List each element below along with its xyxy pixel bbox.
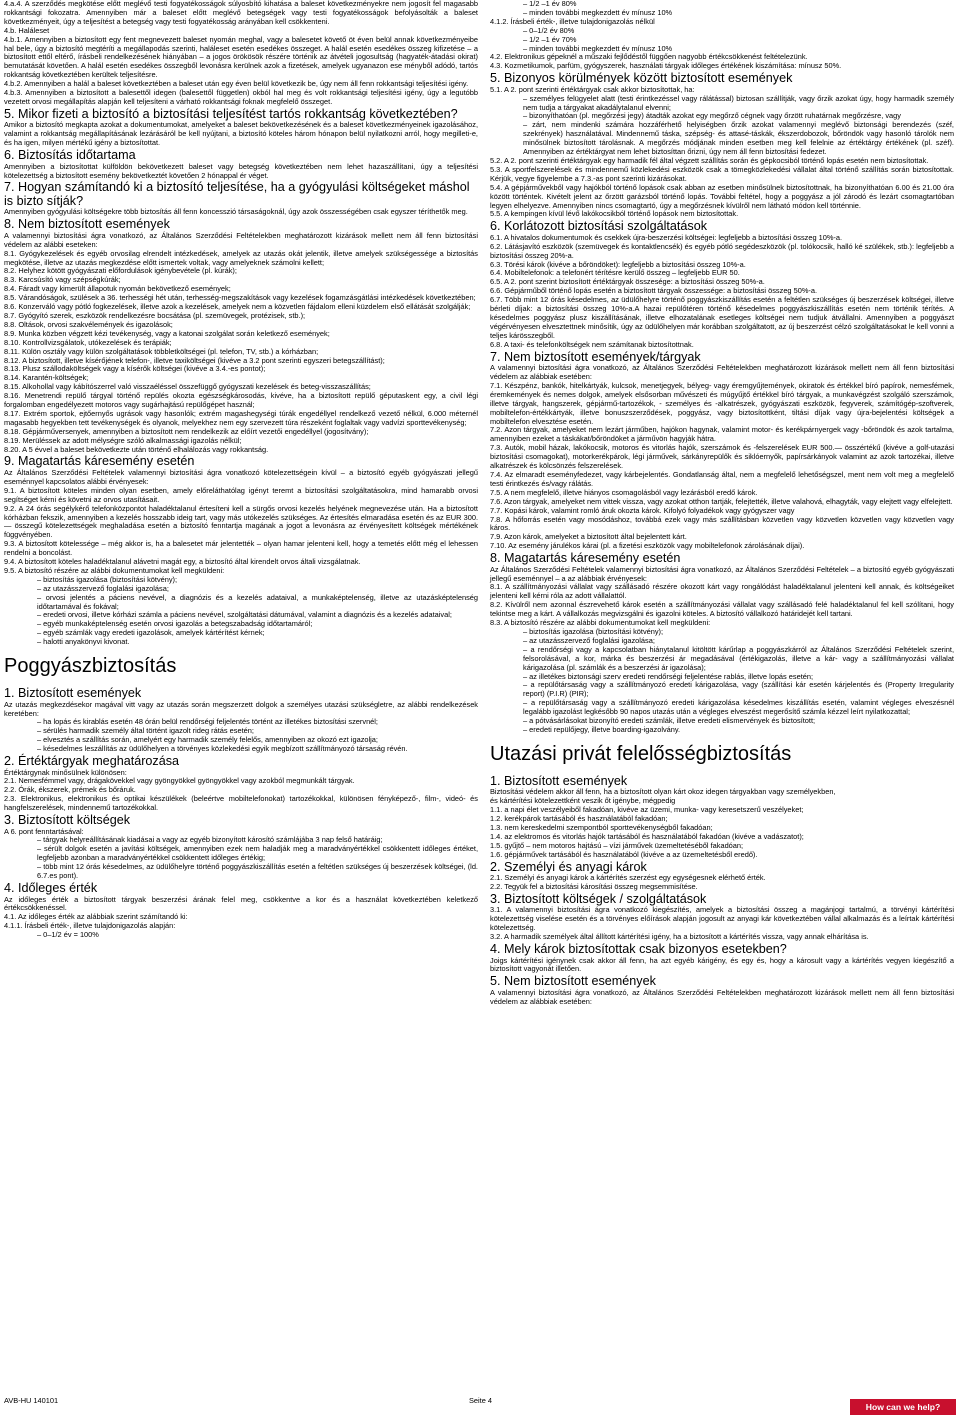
paragraph: 8.9. Munka közben végzett kézi tevékenység, vagy a katonai szolgálat során keletkező események;: [4, 328, 330, 338]
paragraph: – ha lopás és kirablás esetén 48 órán belül rendőrségi feljelentés történt az illetékes biztosítási szervnél;: [37, 717, 378, 727]
paragraph: 2.1. Nemesfémmel vagy, drágakövekkel vagy gyöngyökkel gyöngyökkel vagy azokból megmunkált tárgyak.: [4, 776, 355, 786]
paragraph: 7.9. Azon károk, amelyeket a biztosított által bejelentett kárt.: [490, 532, 687, 542]
paragraph: 5.3. A sportfelszerelések és mindennemű közlekedési eszközök csak a tömegközlekedési vállalat által történő szállítás során biztosítottak. Kérjük, vegye figyelembe a 7.3.-as pont szerinti kizárásokat.: [490, 164, 954, 183]
paragraph: Az Általános Szerződési Feltételek valamennyi biztosítási ágra vonatkozó kötelezettségein kívül – a biztosító egyéb gyógyászati jellegű eseménnyel kapcsolatos alábbi érvényesek:: [4, 467, 478, 486]
right-column: [490, 0, 954, 1007]
paragraph: és kártérítési kötelezettként veszik őt igénybe, mégpedig: [490, 796, 676, 806]
paragraph: 1.4. az elektromos és vitorlás hajók tartásából és használatából fakadóan (kivéve a vadászatot);: [490, 831, 804, 841]
paragraph: 6.3. Törési károk (kivéve a bőröndöket): legfeljebb a biztosítási összeg 10%-a.: [490, 259, 746, 269]
section-heading: 3. Biztosított költségek / szolgáltatások: [490, 891, 707, 906]
section-heading: 1. Biztosított események: [490, 773, 628, 788]
paragraph: 7.6. Azon tárgyak, amelyeket nem vittek vissza, vagy azokat otthon tartják, felejtették, illetve valahová, elhagyták, vagy elejtett vagy elfelejtett.: [490, 496, 953, 506]
left-column: [4, 0, 478, 940]
paragraph: 8.16. Menetrendi repülő tárgyal történő repülés okozta egészségkárosodás, kivéve, ha a biztosított repülő géputaskent egy, a civil légi forgalomban engedélyezett motoros vagy sugárhajtású repülőgépet használ;: [4, 391, 478, 410]
section-heading: 5. Bizonyos körülmények között biztosított események: [490, 71, 793, 86]
paragraph: 8.2. Kívülről nem azonnal észrevehető károk esetén a szállítmányozási vállalat vagy szállásadó felé haladéktalanul fel kell szólítani, hogy tekintse meg a kárt. A vállalkozás megvizsgálni és igazolni köteles. A biztosító vállalkozó határidejét kell tartani.: [490, 600, 954, 619]
paragraph: 3.2. A harmadik személyek által állított kártérítési igény, ha a biztosított a kártérítés vissza, vagy annak elhárítása is.: [490, 932, 869, 942]
paragraph: – halotti anyakönyvi kivonat.: [37, 637, 130, 647]
paragraph: Az időleges érték a biztosított tárgyak beszerzési árának felel meg, csökkentve a kor és a használat következtében keletkező értékcsökkenéssel.: [4, 894, 478, 913]
document-code: AVB-HU 140101: [4, 1396, 59, 1405]
paragraph: 4.b.1. Amennyiben a biztosított egy fent megnevezett baleset nyomán meghal, vagy a balesetet követő öt éven belül annak következményeibe hal bele, úgy a biztosító megtéríti a megállapodás szerinti, haláleset esetén esedékes összeget. A halál esetén esedékes összeg kifizetése – a biztosított ettől eltérő, írásbeli rendelkezésének hiányában – a jogos örökösök részére történik az átvételi jogosultság (hagyaték-átadási okirat) bemutatását követően. A halál esetén esedékes összegből levonásra kerülnek azok a fizetések, amelyek ugyanazon ese ményből adódó, tartós rokkantság következtében kerültek teljesítésre.: [4, 34, 478, 80]
paragraph: – a rendőrségi vagy a kapcsolatban hiánytalanul kitöltött kárűrlap a poggyászkárról az Általános Szerződési Feltételek szerint, felsorolásával, a kor, márka és beszerzési ár megadásával (értékigazolás, illetve a kár- vagy a szállítmányozási vállalat kárigazolása (pl. számlák és a beszerzési ár igazolása);: [523, 644, 954, 672]
paragraph: – a repülőtársaság vagy a szállítmányozó eredeti kárigazolása, vagy (szállítási kár esetén kárjelentés és (Property Irregularity report) (P.I.R) (PIR);: [523, 680, 954, 699]
paragraph: 5.4. A gépjárművekből vagy hajókból történő lopások csak abban az esetben minősülnek biztosítottnak, ha bizonyíthatóan 6.00 és 21.00 óra között történtek. Kivételt jelent az őrzött garázsból történő lopás. További feltétel, hogy a poggyász a jól zárodó és lezárt csomagtartóban legyen elhelyezve. Amennyiben nincs csomagtartó, úgy a megőrzésnek kívülről nem látható módon kell történnie.: [490, 182, 954, 210]
paragraph: 8.15. Alkohollal vagy kábítószerrel való visszaéléssel összefüggő gyógyszati kezelések és beteg-visszaszállítás;: [4, 382, 371, 392]
paragraph: 8.5. Várandóságok, szülések a 36. terhességi hét után, terhesség-megszakítások vagy kezelések fogamzásgátlási intézkedések következtében;: [4, 293, 476, 303]
paragraph: 4.2. Elektronikus gépeknél a műszaki fejlődéstől függően nagyobb értékcsökkenést feltételezünk.: [490, 52, 808, 62]
section-heading: 8. Nem biztosított események: [4, 217, 170, 232]
paragraph: – a repülőtársaság vagy a szállítmányozó eredeti kárigazolása késedelmes kiszállítás esetén, valamint végleges elveszésnél legalább igazolást legkésőbb 90 napos utazás után a végleges elveszést megerősítő számla kézzel leírt nyilatkozattal;: [523, 698, 954, 717]
paragraph: 3.1. A valamennyi biztosítási ágra vonatkozó kiegészítés, amelyek a biztosítási összeg a magánjogi tartalmú, a törvényi kártérítési kötelezettség viselése esetén és a törvényes előírások alapján jogosult az anyagi kár következtében vállal alkalmazás és a leírtak kártérítési kötelezettség.: [490, 905, 954, 933]
paragraph: – minden további megkezdett év mínusz 10%: [523, 7, 673, 17]
paragraph: 2.1. Személyi és anyagi károk a kártérítés szerzést egy egységesnek elérhető érték.: [490, 873, 766, 883]
paragraph: 8.10. Kontrollvizsgálatok, utókezelések és terápiák;: [4, 337, 172, 347]
paragraph: 6.5. A 2. pont szerint biztosított értéktárgyak összesége: a biztosítási összeg 50%-a.: [490, 277, 765, 287]
paragraph: 8.19. Merüléssek az adott mélységre szóló alkalmassági igazolás nélkül;: [4, 435, 242, 445]
paragraph: – elvesztés a szállítás során, amelyért egy harmadik személy felelős, amennyiben az okozó ezt igazolja;: [37, 735, 378, 745]
paragraph: – az illetékes biztonsági szerv eredeti rendőrségi feljelentése rablás, illetve lopás esetén;: [523, 671, 814, 681]
paragraph: 8.1. A szállítmányozási vállalat vagy szállásadó részére okozott kárt vagy rongálódást haladéktalanul jelenteni kell annak, és költségeiket jelenteni kell kérni róla az adott vállalattól.: [490, 582, 954, 601]
paragraph: 1.3. nem kereskedelmi szempontból sporttevékenységből fakadóan;: [490, 823, 713, 832]
paragraph: – sérült dolgok esetén a javítási költségek, amennyiben ezek nem haladják meg a maradványértékkel csökkentett időleges értéket, legfeljebb azonban a maradványértékkel csökkentett időleges értékig;: [37, 844, 478, 863]
paragraph: 6.1. A hivatalos dokumentumok és csekkek újra-beszerzési költségei: legfeljebb a biztosítási összeg 10%-a.: [490, 232, 843, 242]
paragraph: 1.5. gyűjtő – nem motoros hajtású – vízi járművek üzemeltetéséből fakadóan;: [490, 840, 744, 850]
paragraph: – zárt, nem mindenki számára hozzáférhető helyiségben őrzik azokat valamennyi meglévő biztonsági berendezés (széf, szekrények) használatával. Mindennemű táska, szépség- és attasé-táskák, ékszerdobozok, bőröndök vagy hasonló tárolók nem minősülnek biztosított tárolásnak. A megőrzés módjának minden esetben meg kell felelnie az értéktárgy értékének (pl. széf). Amennyiben az értéktárgyat nem lehet biztosíttan őrizni, úgy nem áll fenn biztosítási fedezet.: [523, 120, 954, 157]
paragraph: – orvosi jelentés a páciens nevével, a diagnózis és a kezelés adataival, a munkaképtelenség, illetve az utazásképtelenség időtartamával és fokával;: [37, 592, 478, 611]
document-title: Utazási privát felelősségbiztosítás: [490, 742, 792, 765]
paragraph: – tárgyak helyreállításának kiadásai a vagy az egyéb bizonyított károsító számlájába 3 nap felső határáig;: [37, 835, 383, 845]
paragraph: 7.10. Az esemény járulékos kárai (pl. a fizetési eszközök vagy mobiltelefonok zárolásának díjai).: [490, 541, 805, 551]
paragraph: 8.2. Helyhez kötött gyógyászati előfordulások igénybevétele (pl. kúrák);: [4, 266, 237, 276]
paragraph: 8.14. Karantén-költségek;: [4, 373, 89, 383]
paragraph: 8.8. Oltások, orvosi szakvélemények és igazolások;: [4, 319, 173, 329]
paragraph: 8.20. A 5 évvel a baleset bekövetkezte után történő elhalálozás vagy rokkantság.: [4, 444, 269, 454]
paragraph: 8.17. Extrém sportok, ejtőernyős ugrások vagy hasonlók; extrém magashegységi túrák engedéllyel rendelkező vezető nélkül, 6.000 méternél magasabb hegyekben tett tevékenységek és olyanok, melyekhez nem egy szervezett túra részeként foglaltak vagy vadvízi sporttevékenység;: [4, 408, 478, 427]
paragraph: Az Általános Szerződési Feltételek valamennyi biztosítási ágra vonatkozó, az Általános Szerződési Feltételek – a biztosító egyéb gyógyászati jellegű eseménnyel – a az alábbiak érvényesek:: [490, 564, 954, 583]
paragraph: 8.11. Külön osztály vagy külön szolgáltatások többletköltségei (pl. telefon, TV, stb.) a kórházban;: [4, 346, 319, 356]
paragraph: A valamennyi biztosítási ágra vonatkozó, az Általános Szerződési Feltételekben meghatározott kizárások mellett nem áll fenn biztosítási védelem az alábbi eseteken:: [4, 230, 478, 249]
paragraph: 4.3. Kozmetikumok, parfüm, gyógyszerek, használati tárgyak időleges értékének kiszámítása: mínusz 50%.: [490, 61, 842, 71]
paragraph: 4.1.1. Írásbeli érték-, illetve tulajdonigazolás alapján:: [4, 921, 176, 931]
paragraph: 8.6. Konzerváló vagy pótló fogkezelések, illetve azok a kezelések, amelyek nem a közvetlen fájdalom elleni küzdelem első ellátását szolgálják;: [4, 302, 471, 312]
paragraph: 8.1. Gyógykezelések és egyéb orvosilag elrendelt intézkedések, amelyek az utazás okát jelentik, illetve amelyek szükségessége a biztosítás megkötése, illetve az utazás megkezdése előtt ismertek voltak, vagy amelyeknek számolni kellett;: [4, 248, 478, 267]
paragraph: 2.2. Órák, ékszerek, prémek és bőráruk.: [4, 785, 136, 795]
paragraph: 4.a.4. A szerződés megkötése előtt meglévő testi fogyatékosságok súlyosbító kihatása a baleset következményekre nem jogosít fel magasabb rokkantsági fokozatra. Amennyiben már a baleset előtt meglévő betegségek vagy testi fogyatékosságok befolyásolták a baleset következményeit, úgy a teljesítést a betegség vagy testi fogyatékosság arányában kell csökkenteni.: [4, 0, 478, 26]
paragraph: 9.5. A biztosító részére az alábbi dokumentumokat kell megküldeni:: [4, 565, 225, 575]
paragraph: – 0–1/2 év = 100%: [37, 930, 99, 940]
page-footer: [4, 1396, 492, 1405]
paragraph: 7.3. Autók, mobil házak, lakókocsik, motoros és vitorlás hajók, szerszámok és -felszerelések EUR 500.— összértékű (kivéve a golf-utazási biztosítási csomagokat), motorkerékpárok, légi járművek, sárkányrepülők és siklóernyők, papírsárkányok valamint az azok tartozékai, illetve alkatrészek és kölcsönzés felszerelések.: [490, 443, 954, 471]
paragraph: – egyéb munkaképtelenség esetén orvosi igazolás a betegszabadság időtartamáról;: [37, 619, 313, 629]
paragraph: 7.2. Azon tárgyak, amelyeket nem lezárt járműben, hajókon hagynak, valamint motor- és kerékpárnyergek vagy -bőröndök és azok tartalma, amennyiben ezeket a táskákat/bőröndöket a járművön hagyják hátra.: [490, 425, 954, 444]
paragraph: Amennyiben gyógyulási költségekre több biztosítás áll fenn koncesszió társaságoknál, úgy azok összességében csak egyszer téríthetők meg.: [4, 207, 468, 217]
paragraph: 8.4. Fáradt vagy kimerült állapotuk nyomán bekövetkező események;: [4, 284, 231, 294]
paragraph: 1.1. a napi élet veszélyeiből fakadóan, kivéve az üzemi, munka- vagy keresetszerű veszélyeket;: [490, 805, 804, 815]
paragraph: 6.7. Több mint 12 órás késedelmes, az üdülőhelyre történő poggyászkiszállítás esetén a feltétlen szükséges új beszerzések költségei, illetve bérleti díjak: a biztosítási összeg 10%-a.A hazai repülőtéren történő késedelmes poggyászkiszállítás esetén nem történik térítés. A késedelmes poggyász plusz kiszállításának, illetve elhozatalának esetleges költségei nem tudjuk átvállalni. Amennyiben a poggyászt végérvényesen elvesztettnek minősítik, úgy az üdülőhelyen már korábban szolgáltatott, az új beszerzést célzó szolgáltatásokat le kell vonni a teljes kárösszegből.: [490, 295, 954, 340]
paragraph: 9.2. A 24 órás segélykérő telefonközpontot haladéktalanul értesíteni kell a sürgős orvosi kezelés helyének megnevezése után. Ha a biztosított kórházban fekszik, amennyiben a kezelés hosszabb ideig tart, vagy más utókezelés szükséges. Az értesítés elmaradása esetén és az EUR 300.— összegű kötelezettségek meghaladása esetén a biztosító fenntartja magának a jogot a levonásra az érvényesített költségek mértékének függvényében.: [4, 503, 478, 540]
paragraph: 7.1. Készpénz, bankók, hitelkártyák, kulcsok, menetjegyek, bélyeg- vagy éremgyűjtemények, okiratok és értékkel bíró papírok, nemesfémek, éremkemények és nemes dolgok, amelyek elsősorban művészeti és múgyűjtő értékkel bíró tárgyak, a munkavégzést szolgáló szerszámok, illetve tárgyak, hangszerek, gépjármű-tartozékok, - személyes és -alkatrészek, gyógyászati eszközök, fegyverek, számítógép-szoftverek, mobiltelefon-értékkártyák, illetve bonuszszerződések, poggyász, vagy biztosítottként, tiltási díjak vagy újra-bejelentési költségek a mobiltelefon elvesztése esetén.: [490, 380, 954, 426]
paragraph: – a pótvásárlásokat bizonyító eredeti számlák, illetve eredeti elismervények és biztosított;: [523, 716, 816, 726]
paragraph: A valamennyi biztosítási ágra vonatkozó, az Általános Szerződési Feltételekben meghatározott kizárások mellett nem áll fenn biztosítási védelem az alábbiak esetében:: [490, 363, 954, 382]
section-heading: 5. Mikor fizeti a biztosító a biztosítási teljesítést tartós rokkantság következtében?: [4, 106, 458, 121]
paragraph: – bizonyíthatóan (pl. megőrzési jegy) átadták azokat egy megőrző cégnek vagy őrzött ruhatárnak megőrzésre, vagy: [523, 111, 901, 121]
paragraph: 8.13. Plusz szállodaköltségek vagy a kísérők költségei (kivéve a 3.4.-es pontot);: [4, 364, 266, 374]
paragraph: – biztosítás igazolása (biztosítási kötvény);: [37, 574, 178, 584]
paragraph: 6.4. Mobiltelefonok: a telefonért térítésre kerülő összeg – legfeljebb EUR 50.: [490, 268, 740, 278]
paragraph: – eredeti repülőjegy, illetve boarding-igazolvány.: [523, 724, 681, 734]
paragraph: 7.7. Kopási károk, valamint romló áruk okozta károk. Kifolyó folyadékok vagy gyógyszer vagy: [490, 505, 795, 515]
page-number: Seite 4: [468, 1396, 492, 1405]
paragraph: 4.b. Haláleset: [4, 25, 50, 35]
section-heading: 8. Magatartás káresemény esetén: [490, 551, 681, 566]
paragraph: – késedelmes leszállítás az üdülőhelyen a törvényes közlekedési egyik megbízott szállítmányozó társaság révén.: [37, 744, 408, 754]
paragraph: Joigs kártérítési igénynek csak akkor áll fenn, ha azt egyéb kárigény, és egy és, hogy a károsult vagy a kártérítés vegyen kiegészítő a biztosított vagyonát illetően.: [490, 955, 954, 974]
paragraph: – az utazásszervező foglalási igazolása;: [37, 583, 169, 593]
paragraph: – 1/2 –1 év 80%: [523, 0, 577, 8]
paragraph: 8.18. Gépjárműversenyek, amennyiben a biztosított nem rendelkezik az előírt vezetői engedéllyel (jogosítvány);: [4, 426, 369, 436]
paragraph: Biztosítási védelem akkor áll fenn, ha a biztosított olyan kárt okoz idegen tárgyakban vagy személyekben,: [490, 787, 836, 797]
paragraph: – minden további megkezdett év mínusz 10%: [523, 43, 673, 53]
paragraph: A valamennyi biztosítási ágra vonatkozó, az Általános Szerződési Feltételekben meghatározott kizárások mellett nem áll fenn biztosítási védelem az alábbiak esetében:: [490, 987, 954, 1006]
paragraph: – több mint 12 órás késedelmes, az üdülőhelyre történő poggyászkiszállítás esetén a feltétlen szükséges új beszerzések költségei, (ld. 6.7.es pont).: [37, 862, 478, 881]
paragraph: – eredeti orvosi, illetve kórházi számla a páciens nevével, szolgáltatási dátumával, valamint a diagnózis és a kezelés adataival;: [37, 610, 452, 620]
section-heading: 7. Nem biztosított események/tárgyak: [490, 349, 701, 364]
paragraph: – biztosítás igazolása (biztosítási kötvény);: [523, 627, 664, 636]
help-button[interactable]: How can we help?: [850, 1399, 956, 1415]
paragraph: 7.8. A hőforrás esetén vagy mosódáshoz, továbbá ezek vagy más szállításban közvetlen vagy közvetlen közvetlen vagy közvetlen vagy káros.: [490, 514, 954, 533]
paragraph: Amikor a biztosító megkapta azokat a dokumentumokat, amelyeket a baleset bekövetkezésének és a baleset következményeinek igazolásához, valamint a rokkantság megállapításának lezárásáról be kell nyújtani, a biztosító köteles három hónapon belül nyilatkozni arról, hogy megilleti-e, és ha igen, milyen mértékű igény a biztosítottat.: [4, 120, 478, 148]
paragraph: 7.4. Az elmaradt eseményfedezet, vagy kárbejelentés. Gondatlanság által, nem a megfelelő lehetőségszel, ment nem volt meg a megfelelő testi érintkezés és/vagy rálátás.: [490, 470, 954, 488]
document-title: Poggyászbiztosítás: [4, 655, 177, 678]
paragraph: – az utazásszervező foglalási igazolása;: [523, 635, 655, 645]
paragraph: 4.b.2. Amennyiben a halál a baleset következtében a baleset után egy éven belül következik be, úgy nem áll fenn rokkantsági teljesítési igény.: [4, 79, 469, 89]
paragraph: 4.b.3. Amennyiben a biztosított a balesettől idegen (balesettől független) okból hal meg és volt rokkantsági teljesítési igény, úgy a legutóbb vezetett orvosi megállapítás alapján kell teljesíteni a várható rokkantsági foknak megfelelő összeget.: [4, 88, 478, 106]
paragraph: 5.5. A kempingen kívül lévő lakókocsikból történő lopások nem biztosítottak.: [490, 209, 739, 219]
section-heading: 1. Biztosított események: [4, 686, 142, 701]
paragraph: 4.1.2. Írásbeli érték-, illetve tulajdonigazolás nélkül: [490, 16, 655, 26]
paragraph: 5.2. A 2. pont szerinti értéktárgyak egy harmadik fél által végzett szállítás során és gépkocsiból történő lopás esetén nem biztosítottak.: [490, 156, 929, 165]
section-heading: 3. Biztosított költségek: [4, 813, 130, 828]
paragraph: – sérülés harmadik személy által történt igazolt rideg rátás esetén;: [37, 726, 254, 736]
paragraph: 6.2. Látásjavító eszközök (szemüvegek és kontaktlencsék) és egyéb pótló segédeszközök (pl. tolókocsik, halló ké szülékek, stb.): legfeljebb a biztosítási összeg 20%-a.: [490, 241, 954, 260]
paragraph: 5.1. A 2. pont szerinti értéktárgyak csak akkor biztosítottak, ha:: [490, 84, 695, 94]
paragraph: 9.3. A biztosított kötelessége – még akkor is, ha a balesetet már jelentették – olyan hamar jelenteni kell, hogy a temetés előtt még el lehessen rendelni a boncolást.: [4, 539, 478, 558]
paragraph: Amennyiben a biztosítottat külföldön bekövetkezett baleset vagy betegség következtében nem lehet hazaszállítani, úgy a teljesítési kötelezettség a biztosított esemény bekövetkeztét követően 2 hónappal ér véget.: [4, 161, 478, 180]
paragraph: 6.6. Gépjárműből történő lopás esetén a biztosított tárgyak összessége: a biztosítási összeg 50%-a.: [490, 286, 818, 296]
paragraph: 8.3. A biztosító részére az alábbi dokumentumokat kell megküldeni:: [490, 618, 711, 628]
paragraph: 2.3. Elektronikus, elektronikus és optikai készülékek (beleértve mobiltelefonokat) tartozékokkal, különösen fényképező-, film-, videó- és hangfelszerelések, mindennemű tartozékokkal.: [4, 794, 478, 813]
paragraph: – 0–1/2 év 80%: [523, 25, 575, 35]
paragraph: 2.2. Tegyük fel a biztosítási károsítási összeg megsemmisítése.: [490, 882, 698, 892]
paragraph: A 6. pont fenntartásával:: [4, 826, 84, 836]
paragraph: 1.6. gépjárművek tartásából és használatából (kivéve a az üzemeltetésből eredő).: [490, 849, 758, 859]
section-heading: 2. Értéktárgyak meghatározása: [4, 754, 180, 769]
paragraph: 9.4. A biztosított köteles haladéktalanul alávetni magát egy, a biztosító által kirendelt orvos általi vizsgálatnak.: [4, 557, 361, 567]
section-heading: 6. Biztosítás időtartama: [4, 148, 136, 163]
paragraph: 6.8. A taxi- és telefonköltségek nem számítanak biztosítottnak.: [490, 339, 694, 349]
paragraph: 8.12. A biztosított, illetve kísérőjének telefon-, illetve taxiköltségei (kivéve a 3.2 pont szerinti egyszeri betegszállítást);: [4, 355, 385, 365]
paragraph: 8.7. Gyógyító szerek, eszközök rendelkezésre bocsátása (pl. szemüvegek, protézisek, stb.);: [4, 310, 306, 320]
paragraph: 9.1. A biztosított köteles minden olyan esetben, amely előreláthatólag igényt teremt a biztosítási szolgáltatásokra, mind hamarabb orvosi segítséget kérni és követni az orvos utasításait.: [4, 485, 478, 504]
paragraph: 4.1. Az időleges érték az alábbiak szerint számítandó ki:: [4, 912, 188, 922]
paragraph: 8.3. Karcsúsító vagy szépségkúrák;: [4, 275, 121, 285]
section-heading: 4. Időleges érték: [4, 881, 98, 895]
section-heading: 4. Mely károk biztosítottak csak bizonyos esetekben?: [490, 942, 787, 957]
section-heading: 5. Nem biztosított események: [490, 974, 656, 989]
paragraph: Értéktárgynak minősülnek különösen:: [4, 767, 127, 777]
section-heading: 7. Hogyan számítandó ki a biztosító teljesítése, ha a gyógyulási költségeket máshol is bizto sítják?: [4, 180, 470, 208]
paragraph: 7.5. A nem megfelelő, illetve hiányos csomagolásból vagy lezárásból eredő károk.: [490, 487, 758, 497]
paragraph: – egyéb számlák vagy eredeti igazolások, amelyek kártérítést kérnek;: [37, 628, 265, 638]
paragraph: 1.2. kerékpárok tartásából és használatából fakadóan;: [490, 814, 668, 824]
paragraph: Az utazás megkezdésekor magával vitt vagy az utazás során megszerzett dolgok a személyes utazási szükségletre, az alábbi rendelkezések keretében:: [4, 699, 478, 718]
paragraph: – 1/2 –1 év 70%: [523, 34, 577, 44]
section-heading: 9. Magatartás káresemény esetén: [4, 454, 195, 469]
section-heading: 2. Személyi és anyagi károk: [490, 859, 647, 874]
section-heading: 6. Korlátozott biztosítási szolgáltatások: [490, 219, 708, 234]
paragraph: – személyes felügyelet alatt (testi érintkezéssel vagy rálátással) biztosan szállítják, vagy őrzik azokat úgy, hogy harmadik személy nem tudja a tárgyakat akadálytalanul elvenni;: [523, 93, 954, 112]
